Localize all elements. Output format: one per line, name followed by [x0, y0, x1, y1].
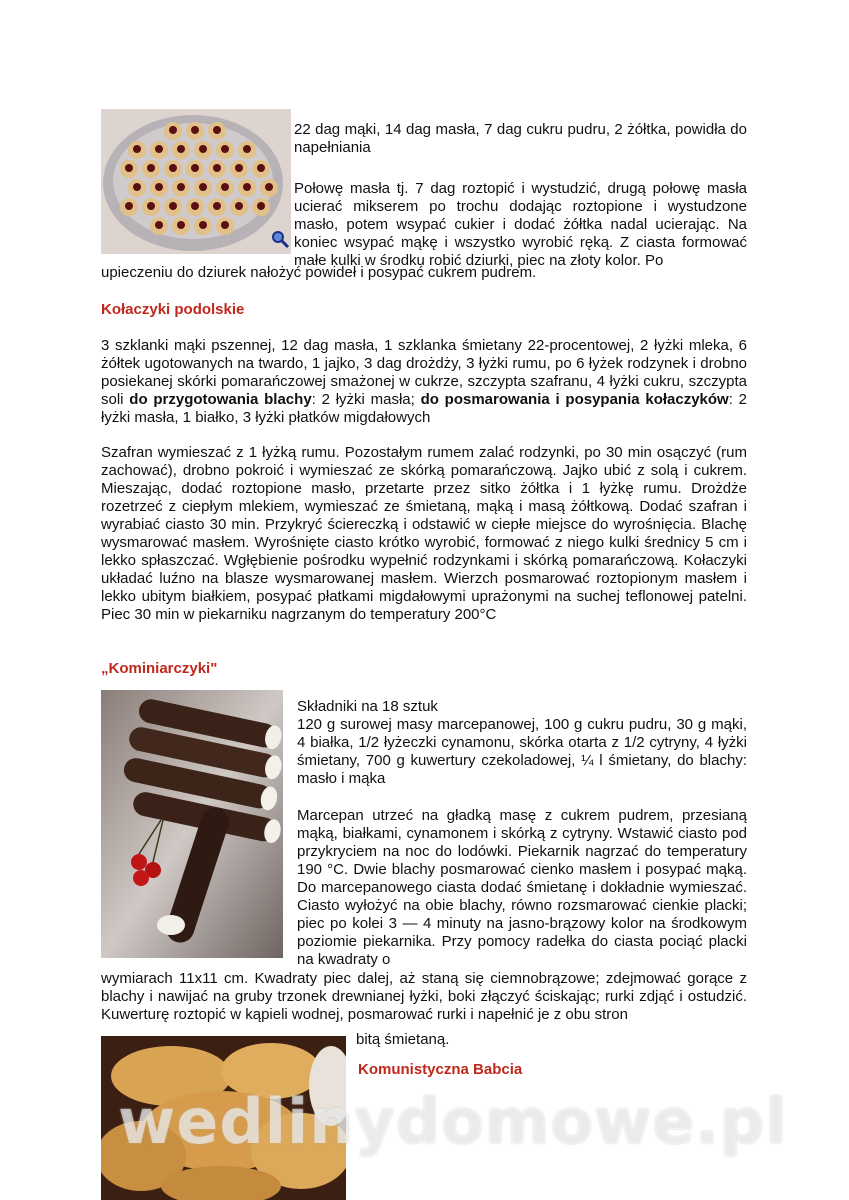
cookie-jam [155, 145, 163, 153]
cookie-jam [177, 183, 185, 191]
cookie-jam [169, 126, 177, 134]
cookie-jam [243, 145, 251, 153]
recipe2-ingredients-main: 3 szklanki mąki pszennej, 12 dag masła, 1 szklanka śmietany 22-procentowej, 2 łyżki mleka, 6 żółtek ugotowanych na twardo, 1 jajko, 3 dag drożdży, 3 łyżki rumu, po 6 łyżek rodzynek i drobno posiekanej skórki pomarańczowej smażonej w cukrze, szczypta szafranu, 4 łyżki cukru, szczypta soli [101, 337, 747, 408]
cookie-jam [155, 183, 163, 191]
cookie-jam [213, 164, 221, 172]
recipe1-ingredients: 22 dag mąki, 14 dag masła, 7 dag cukru pudru, 2 żółtka, powidła do napełniania [294, 121, 747, 156]
recipe3-method-continued: wymiarach 11x11 cm. Kwadraty piec dalej, aż staną się ciemnobrązowe; zdejmować gorące z blachy i nawijać na gruby trzonek drewnianej łyżki, boki złączyć ściskając; rurki zdjąć i ostudzić. Kuwerturę roztopić w kąpieli wodnej, posmarować rurki i napełnić je z obu stron [101, 970, 747, 1023]
recipe4-title: Komunistyczna Babcia [358, 1061, 523, 1078]
recipe3-title: „Kominiarczyki" [101, 660, 218, 677]
cookie-jam [243, 183, 251, 191]
cookie-jam [235, 164, 243, 172]
magnifier-icon[interactable] [270, 229, 290, 249]
recipe2-title: Kołaczyki podolskie [101, 301, 245, 318]
cookie-jam [191, 202, 199, 210]
cookie-jam [125, 164, 133, 172]
cookie-jam [199, 221, 207, 229]
cookie-jam [221, 183, 229, 191]
recipe1-method-continued: upieczeniu do dziurek nałożyć powideł i posypać cukrem pudrem. [101, 264, 537, 281]
recipe3-method: Marcepan utrzeć na gładką masę z cukrem pudrem, przesianą mąką, białkami, cynamonem i skórką z cytryny. Wstawić ciasto pod przykryciem na noc do lodówki. Piekarnik nagrzać do temperatury 190 °C. Dwie blachy posmarować cienko masłem i posypać mąką. Do marcepanowego ciasta dodać śmietanę i dokładnie wymieszać. Ciasto wyłożyć na obie blachy, równo rozsmarować cienkie placki; piec po kolei 3 — 4 minuty na jasno-brązowy kolor na środkowym poziomie piekarnika. Przy pomocy radełka do ciasta pociąć placki na kwadraty o [297, 807, 747, 968]
cookie-jam [133, 145, 141, 153]
cookie-jam [147, 202, 155, 210]
recipe2-brush-label: do posmarowania i posypania kołaczyków [420, 391, 729, 408]
cookies-photo [101, 109, 291, 254]
cookie-jam [169, 202, 177, 210]
cookie-jam [191, 164, 199, 172]
cookie-jam [199, 183, 207, 191]
recipe1-method: Połowę masła tj. 7 dag roztopić i wystudzić, drugą połowę masła ucierać mikserem po trochu dodając roztopione i wystudzone masło, potem wsypać cukier i dodać żółtka nadal ucierając. Na koniec wsypać mąkę i wszystko wyrobić ręką. Z ciasta formować małe kulki w środku robić dziurki, piec na złoty kolor. Po [294, 180, 747, 269]
chocolate-rolls-photo [101, 690, 283, 958]
cookie-jam [221, 145, 229, 153]
cookie-jam [133, 183, 141, 191]
cookie-jam [177, 221, 185, 229]
recipe3-method-end: bitą śmietaną. [356, 1031, 450, 1048]
cookie-jam [177, 145, 185, 153]
recipe3-ingredients: 120 g surowej masy marcepanowej, 100 g cukru pudru, 30 g mąki, 4 białka, 1/2 łyżeczki cynamonu, skórka otarta z 1/2 cytryny, 4 łyżki śmietany, 700 g kuwertury czekoladowej, ¼ l śmietany, do blachy: masło i mąka [297, 716, 747, 787]
cookie-jam [199, 145, 207, 153]
cookie-jam [155, 221, 163, 229]
cookie-jam [265, 183, 273, 191]
cookie-jam [125, 202, 133, 210]
site-watermark: wedlinydomowe.pl [118, 1085, 788, 1158]
recipe3-servings: Składniki na 18 sztuk [297, 698, 438, 715]
cookie-jam [235, 202, 243, 210]
recipe2-brush-value: : 2 łyżki masła, 1 białko, 3 łyżki płatków migdałowych [101, 391, 748, 426]
cookie-jam [147, 164, 155, 172]
cookie-jam [191, 126, 199, 134]
cookie-jam [213, 126, 221, 134]
recipe2-method: Szafran wymieszać z 1 łyżką rumu. Pozostałym rumem zalać rodzynki, po 30 min osączyć (rum zachować), drobno pokroić i wymieszać ze skórką pomarańczową. Jajko ubić z solą i cukrem. Mieszając, dodać roztopione masło, przetarte przez sitko żółtka i 1 łyżkę rumu. Drożdże rozetrzeć z ciepłym mlekiem, wymieszać ze śmietaną, mąką i masą żółtkową. Dodać szafran i wyrabiać ciasto 30 min. Przykryć ściereczką i odstawić w ciepłe miejsce do wyrośnięcia. Blachę wysmarować masłem. Wyrośnięte ciasto krótko wyrobić, formować z niego kulki średnicy 5 cm i lekko spłaszczać. Wgłębienie pośrodku wypełnić rodzynkami i skórką pomarańczową. Kołaczyki układać luźno na blasze wysmarowanej masłem. Wierzch posmarować roztopionym masłem i lekko ubitym białkiem, posypać płatkami migdałowymi uprażonymi na suchej teflonowej patelni. Piec 30 min w piekarniku nagrzanym do temperatury 200°C [101, 444, 747, 623]
cookie-jam [257, 164, 265, 172]
cookie-jam [213, 202, 221, 210]
cookie-jam [221, 221, 229, 229]
cookie-jam [169, 164, 177, 172]
cookie-jam [257, 202, 265, 210]
recipe2-prep-value: : 2 łyżki masła; [311, 391, 415, 408]
recipe2-prep-label: do przygotowania blachy [129, 391, 312, 408]
recipe2-ingredients [101, 337, 747, 427]
